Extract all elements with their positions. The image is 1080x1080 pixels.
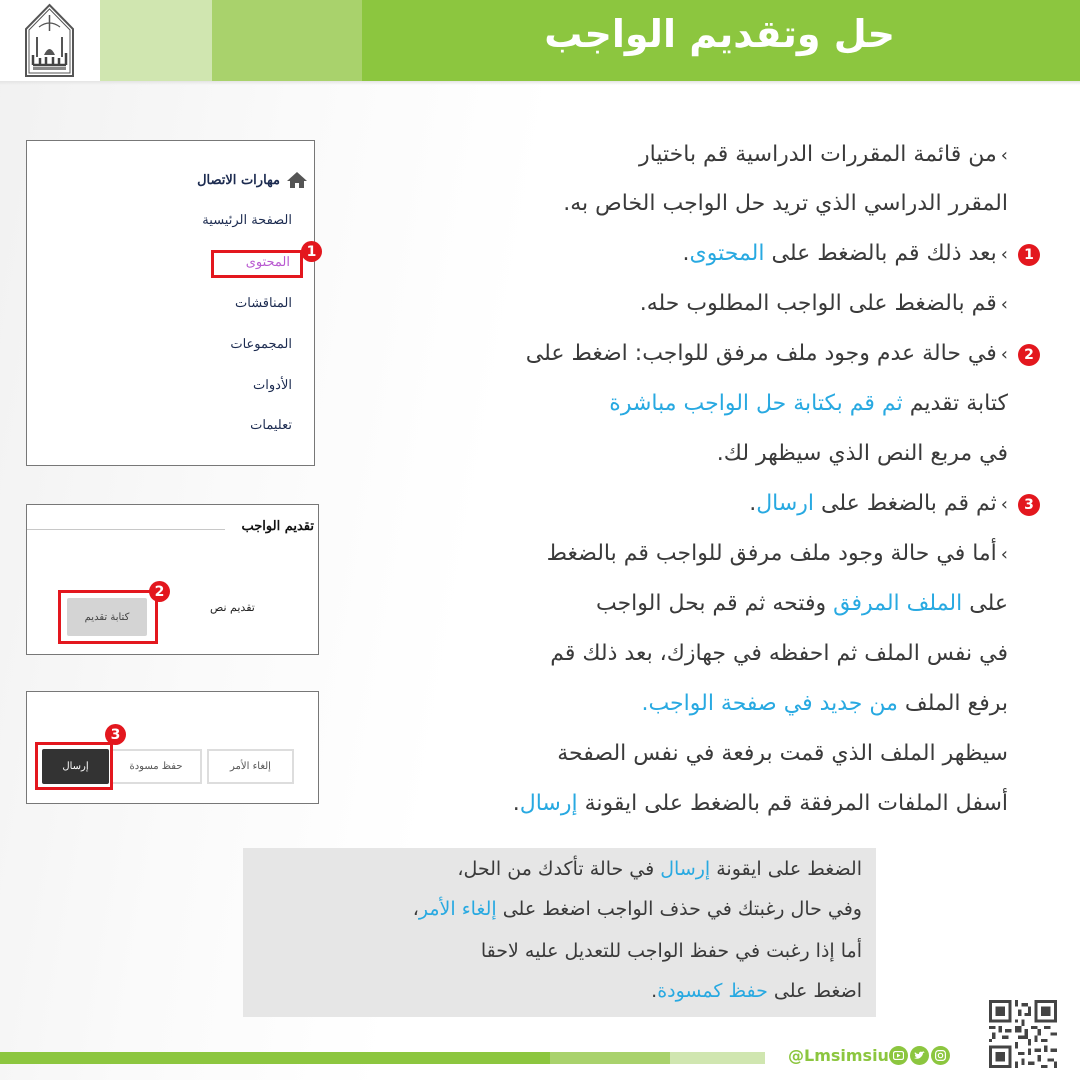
instruction-line	[640, 291, 1008, 316]
note-line	[457, 858, 862, 880]
text-segment: وفي حال رغبتك في حذف الواجب اضغط على	[496, 898, 862, 920]
course-nav-panel	[26, 140, 315, 466]
highlighted-term: إلغاء الأمر	[418, 898, 497, 920]
instruction-line	[609, 391, 1008, 416]
nav-item-tools[interactable]: الأدوات	[253, 378, 292, 393]
note-line	[651, 980, 862, 1002]
instruction-line	[547, 541, 1008, 566]
highlight-box	[58, 590, 158, 644]
header	[0, 0, 1080, 81]
text-segment: اضغط على	[767, 980, 862, 1002]
footer-bar-light	[670, 1052, 765, 1064]
instruction-line	[513, 791, 1008, 816]
page-title: حل وتقديم الواجب	[544, 12, 895, 56]
highlighted-term: إرسال	[519, 791, 578, 816]
instruction-line	[749, 491, 1008, 516]
course-title[interactable]	[197, 171, 308, 189]
text-segment: في مربع النص الذي سيظهر لك.	[716, 441, 1008, 466]
text-submission-label: تقديم نص	[210, 601, 255, 614]
divider	[27, 529, 225, 530]
text-segment: .	[749, 491, 757, 516]
instruction-line	[717, 441, 1008, 466]
qr-code[interactable]	[989, 1000, 1057, 1068]
text-segment: سيظهر الملف الذي قمت برفعة في نفس الصفحة	[557, 741, 1008, 766]
text-segment: ،	[412, 898, 419, 920]
bullet-chevron-icon: ›	[1000, 244, 1008, 265]
highlighted-term: إرسال	[660, 858, 711, 880]
nav-item-home[interactable]: الصفحة الرئيسية	[202, 213, 292, 228]
nav-item-help[interactable]: تعليمات	[250, 418, 292, 433]
assignment-submission-panel	[26, 504, 319, 655]
footer-bar-mid	[550, 1052, 670, 1064]
highlighted-term: حفظ كمسودة	[657, 980, 768, 1002]
step-badge-3: 3	[105, 724, 126, 745]
bullet-chevron-icon: ›	[1000, 494, 1008, 515]
highlighted-term: ثم قم بكتابة حل الواجب مباشرة	[609, 391, 910, 416]
step-badge-1: 1	[1018, 244, 1040, 266]
text-segment: في حالة تأكدك من الحل،	[457, 858, 661, 880]
instruction-line	[641, 691, 1008, 716]
highlighted-term: المحتوى	[689, 241, 765, 266]
step-badge-2: 2	[149, 581, 170, 602]
university-logo	[23, 3, 76, 79]
cancel-button[interactable]: إلغاء الأمر	[207, 749, 294, 784]
submission-actions-panel	[26, 691, 319, 804]
nav-item-groups[interactable]: المجموعات	[230, 337, 292, 352]
text-segment: .	[651, 980, 658, 1002]
highlight-box	[35, 742, 113, 790]
twitter-icon[interactable]	[910, 1046, 929, 1065]
note-line	[413, 898, 862, 920]
bullet-chevron-icon: ›	[1000, 544, 1008, 565]
text-segment: كتابة تقديم	[909, 391, 1008, 416]
instruction-line	[563, 191, 1008, 216]
instruction-line	[526, 341, 1008, 366]
text-segment: من قائمة المقررات الدراسية قم باختيار	[639, 142, 997, 167]
course-title-label: مهارات الاتصال	[197, 172, 280, 188]
footer-bar-dark	[0, 1052, 550, 1064]
text-segment: برفع الملف	[904, 691, 1008, 716]
text-segment: الضغط على ايقونة	[710, 858, 862, 880]
instruction-line	[639, 142, 1008, 167]
instruction-line	[683, 241, 1008, 266]
text-segment: في نفس الملف ثم احفظه في جهازك، بعد ذلك قم	[550, 641, 1008, 666]
save-draft-button[interactable]: حفظ مسودة	[110, 749, 202, 784]
text-segment: على	[962, 591, 1008, 616]
highlighted-term: ارسال	[756, 491, 815, 516]
home-icon[interactable]	[286, 171, 308, 189]
bullet-chevron-icon: ›	[1000, 344, 1008, 365]
instruction-line	[557, 741, 1008, 766]
text-segment: بعد ذلك قم بالضغط على	[764, 241, 997, 266]
step-badge-3: 3	[1018, 494, 1040, 516]
step-badge-2: 2	[1018, 344, 1040, 366]
instruction-line	[550, 641, 1008, 666]
header-band-light	[100, 0, 212, 81]
highlighted-term: الملف المرفق	[833, 591, 963, 616]
highlight-box	[211, 250, 303, 278]
text-segment: أما في حالة وجود ملف مرفق للواجب قم بالضغط	[546, 541, 997, 566]
text-segment: أسفل الملفات المرفقة قم بالضغط على ايقونة	[577, 791, 1008, 816]
instruction-line	[596, 591, 1008, 616]
text-segment: المقرر الدراسي الذي تريد حل الواجب الخاص به.	[563, 191, 1008, 216]
submission-title: تقديم الواجب	[241, 519, 314, 534]
social-handle[interactable]: @Lmsimsiu	[788, 1046, 889, 1065]
bullet-chevron-icon: ›	[1000, 145, 1008, 166]
write-submission-button[interactable]: كتابة تقديم	[67, 598, 147, 636]
text-segment: .	[682, 241, 690, 266]
text-segment: قم بالضغط على الواجب المطلوب حله.	[639, 291, 997, 316]
step-badge-1: 1	[301, 241, 322, 262]
instagram-icon[interactable]	[931, 1046, 950, 1065]
submit-button[interactable]: إرسال	[42, 749, 109, 784]
note-box	[243, 848, 876, 1017]
text-segment: أما إذا رغبت في حفظ الواجب للتعديل عليه لاحقا	[480, 940, 862, 962]
header-shadow	[0, 81, 1080, 85]
note-line	[481, 940, 862, 962]
youtube-icon[interactable]	[889, 1046, 908, 1065]
nav-item-discussions[interactable]: المناقشات	[235, 296, 292, 311]
logo-container	[0, 0, 100, 81]
text-segment: ثم قم بالضغط على	[814, 491, 997, 516]
text-segment: .	[512, 791, 520, 816]
bullet-chevron-icon: ›	[1000, 294, 1008, 315]
highlighted-term: من جديد في صفحة الواجب.	[641, 691, 905, 716]
nav-item-content[interactable]: المحتوى	[245, 255, 290, 270]
text-segment: في حالة عدم وجود ملف مرفق للواجب: اضغط على	[525, 341, 997, 366]
header-band-mid	[212, 0, 362, 81]
text-segment: وفتحه ثم قم بحل الواجب	[595, 591, 834, 616]
